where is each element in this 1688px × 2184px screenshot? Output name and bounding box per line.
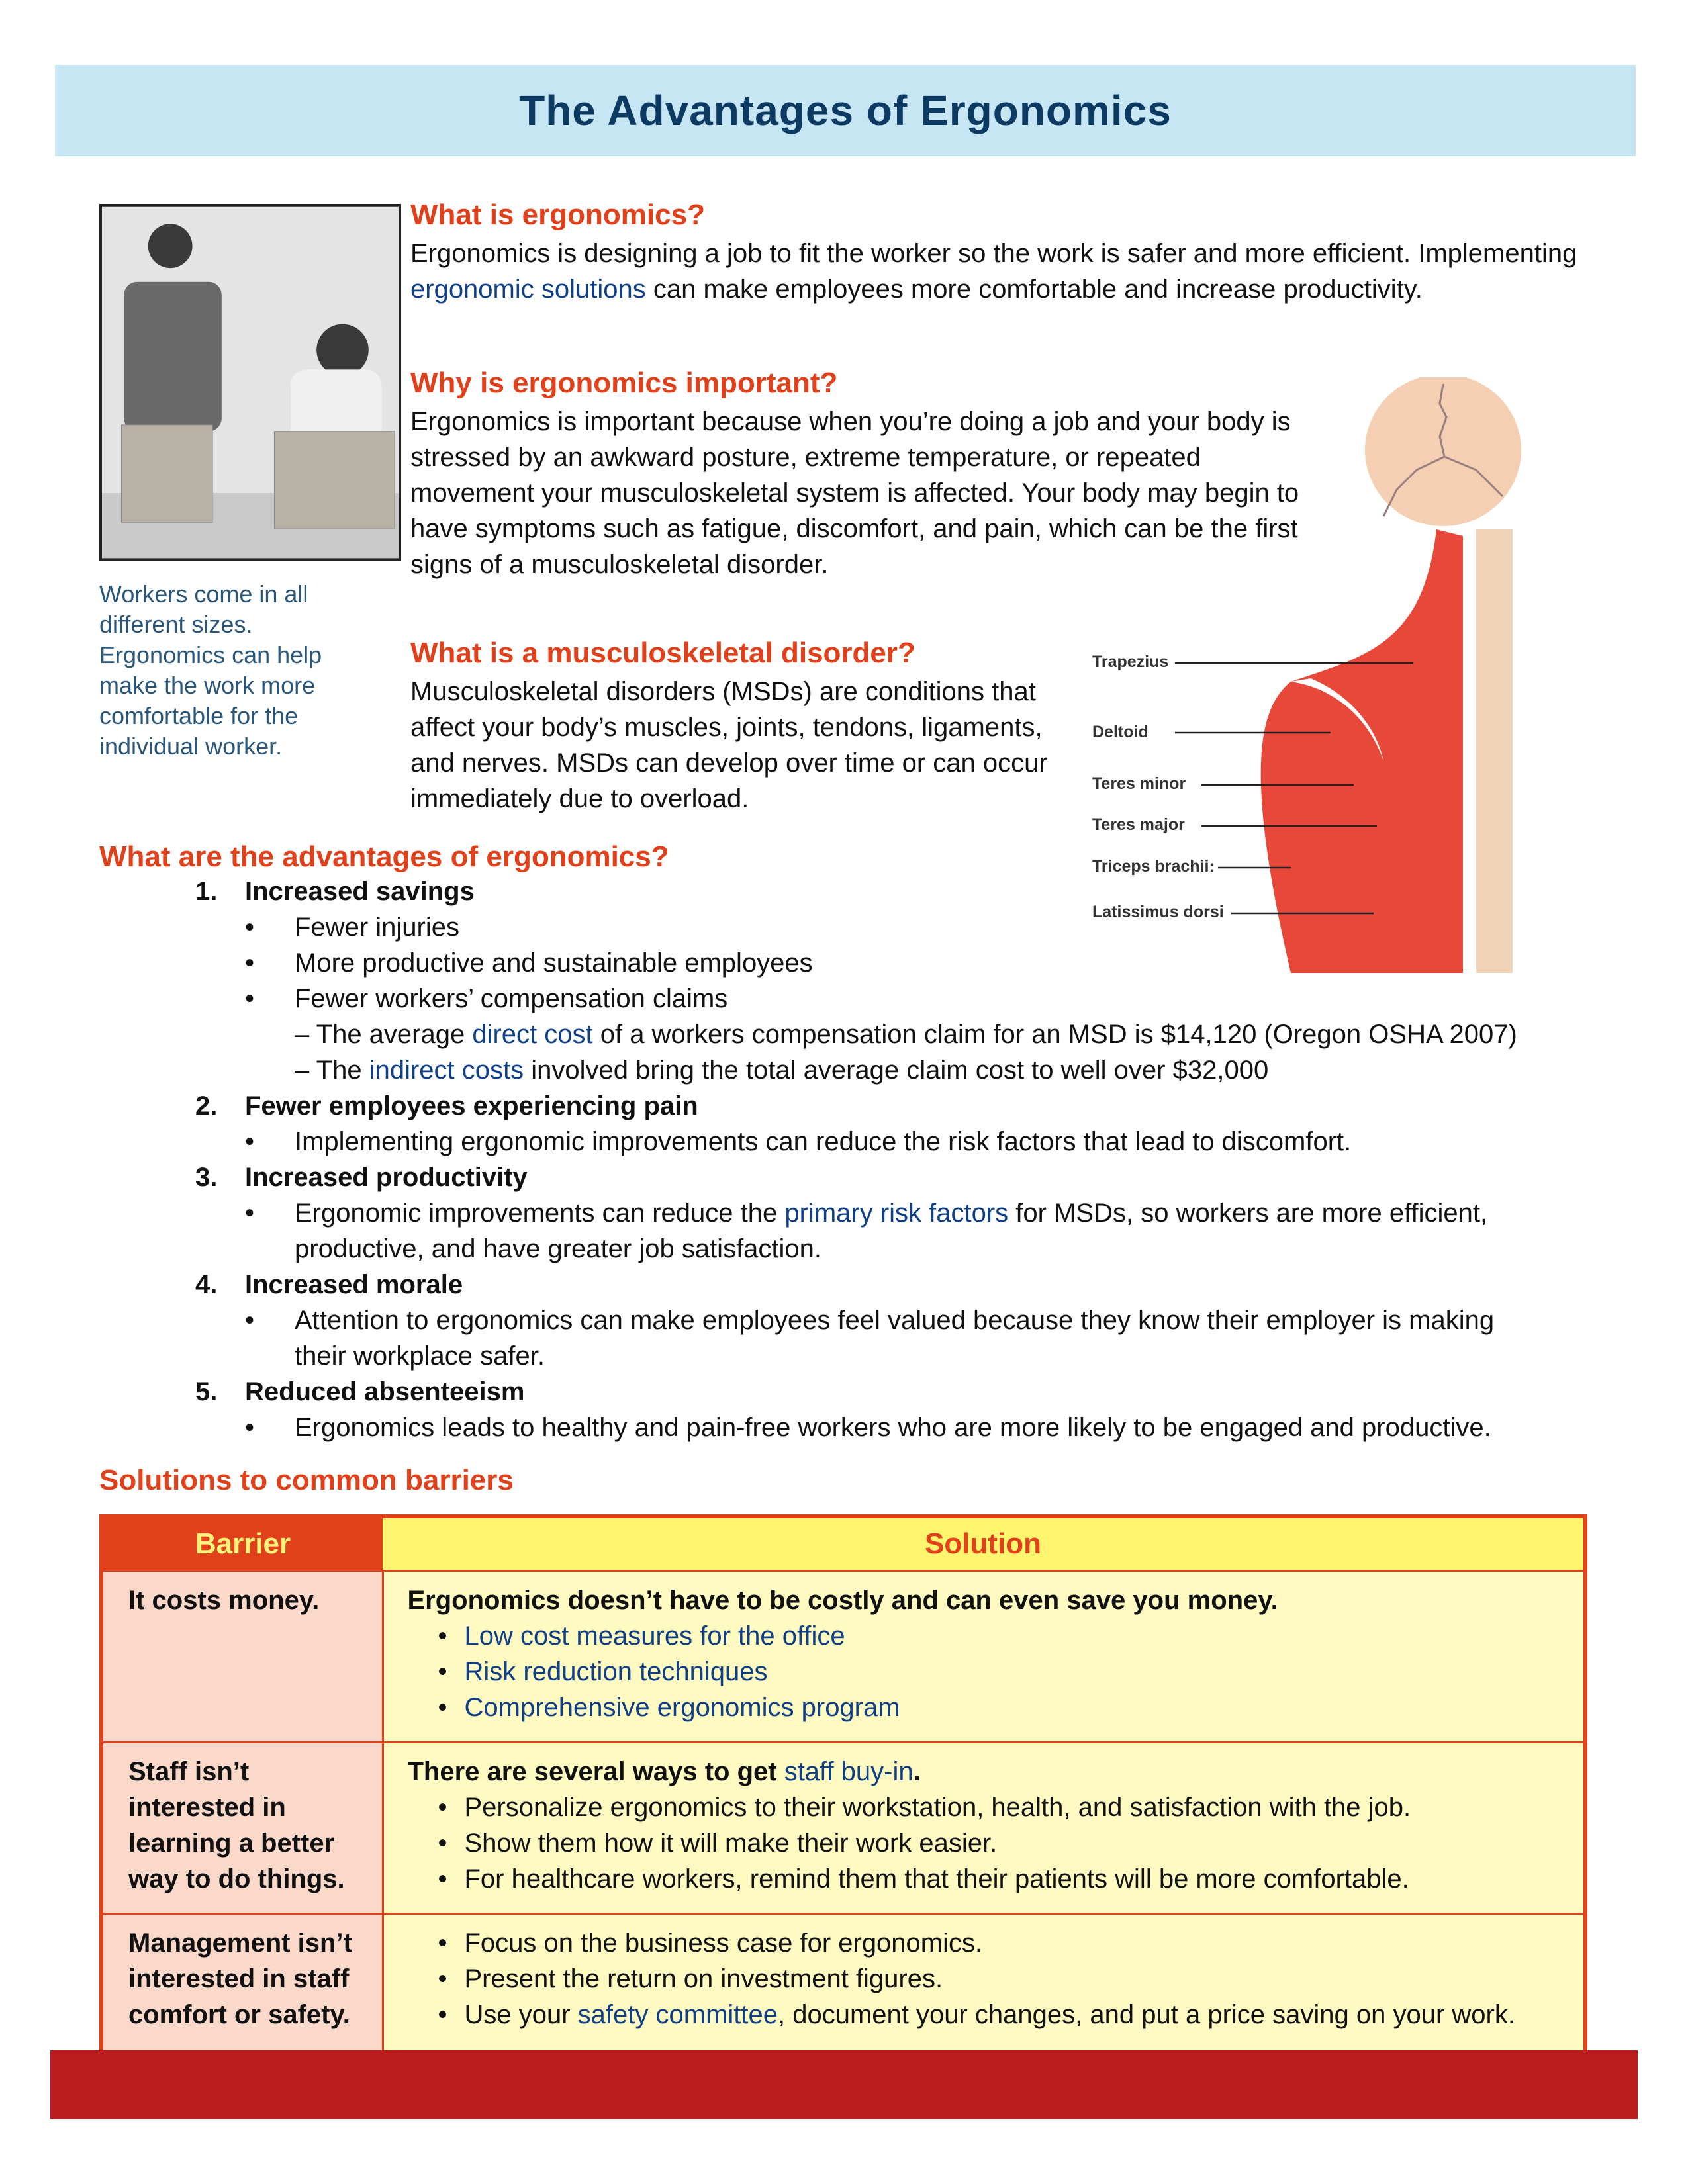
table-header-row — [103, 1518, 1583, 1571]
link-indirect-costs[interactable]: indirect costs — [369, 1056, 524, 1085]
text: – The average — [295, 1020, 473, 1049]
item-number: 5. — [195, 1377, 218, 1406]
title-banner — [55, 65, 1636, 156]
bullet-text: Fewer injuries — [295, 913, 459, 942]
bullet-text: Fewer workers’ compensation claims — [295, 984, 728, 1013]
heading-msd: What is a musculoskeletal disorder? — [410, 637, 915, 669]
text: Ergonomic improvements can reduce the — [295, 1199, 785, 1228]
barrier-cell: It costs money. — [103, 1571, 383, 1743]
text: . — [913, 1757, 921, 1786]
column-header-barrier: Barrier — [103, 1518, 383, 1571]
label-latissimus-dorsi: Latissimus dorsi — [1092, 903, 1224, 921]
link-safety-committee[interactable]: safety committee — [577, 2000, 778, 2029]
table-row — [103, 1571, 1583, 1743]
table-row — [103, 1743, 1583, 1914]
bullet-text: Implementing ergonomic improvements can reduce the risk factors that lead to discomfort. — [295, 1127, 1352, 1156]
list-subpoint — [99, 1052, 1622, 1088]
bullet-icon: • — [438, 1621, 447, 1651]
text: of a workers compensation claim for an MSD is $14,120 (Oregon OSHA 2007) — [592, 1020, 1517, 1049]
item-number: 1. — [195, 877, 218, 906]
bullet-icon: • — [438, 1829, 447, 1858]
solution-lead: Ergonomics doesn’t have to be costly and can even save you money. — [407, 1586, 1278, 1615]
link-risk-reduction[interactable]: Risk reduction techniques — [464, 1657, 768, 1686]
text: , document your changes, and put a price saving on your work. — [778, 2000, 1515, 2029]
solution-bullet — [408, 1618, 1571, 1654]
table-row — [103, 1914, 1583, 2054]
list-bullet — [99, 945, 1622, 981]
bullet-text: Personalize ergonomics to their workstation, health, and satisfaction with the job. — [464, 1793, 1411, 1822]
section-what-is-ergonomics — [410, 199, 1602, 307]
text: Ergonomics is designing a job to fit the worker so the work is safer and more efficient. Implementing — [410, 239, 1577, 268]
solution-bullet — [408, 1654, 1571, 1690]
text: can make employees more comfortable and increase productivity. — [645, 275, 1423, 304]
link-primary-risk-factors[interactable]: primary risk factors — [784, 1199, 1009, 1228]
label-trapezius: Trapezius — [1092, 653, 1169, 671]
workers-photo-image — [102, 206, 399, 559]
workers-photo — [99, 204, 401, 561]
bullet-icon: • — [438, 1864, 447, 1893]
bullet-icon: • — [438, 1657, 447, 1686]
footer-band — [50, 2050, 1638, 2119]
heading-why-important: Why is ergonomics important? — [410, 367, 838, 399]
list-bullet — [99, 1410, 1622, 1445]
text: There are several ways to get — [407, 1757, 784, 1786]
page-title: The Advantages of Ergonomics — [519, 87, 1172, 134]
solution-bullet — [408, 1861, 1571, 1897]
bullet-icon: • — [438, 1964, 447, 1993]
item-title: Increased productivity — [245, 1163, 528, 1192]
advantage-item — [99, 1088, 1622, 1124]
barrier-cell: Management isn’t interested in staff comfort or safety. — [103, 1914, 383, 2054]
solution-lead — [408, 1754, 1571, 1790]
why-important-text: Ergonomics is important because when you’re doing a job and your body is stressed by an awkward posture, extreme temperature, or repeated movement your musculoskeletal system is affected. Your body may begin to have symptoms such as fatigue, discomfort, and pain, which can be the first signs of a musculoskeletal disorder. — [410, 407, 1299, 579]
heading-what-is-ergonomics: What is ergonomics? — [410, 199, 705, 231]
bullet-icon: • — [438, 1693, 447, 1722]
item-title: Increased morale — [245, 1270, 463, 1299]
solution-cell — [383, 1743, 1583, 1914]
item-title: Fewer employees experiencing pain — [245, 1091, 698, 1120]
text: Use your — [464, 2000, 578, 2029]
bullet-icon: • — [438, 1793, 447, 1822]
barriers-table — [99, 1514, 1587, 2058]
list-bullet — [99, 1124, 1622, 1160]
label-deltoid: Deltoid — [1092, 723, 1149, 741]
what-is-ergonomics-text — [410, 236, 1602, 307]
link-direct-cost[interactable]: direct cost — [472, 1020, 593, 1049]
advantage-item — [99, 1374, 1622, 1410]
link-staff-buy-in[interactable]: staff buy-in — [784, 1757, 914, 1786]
bullet-icon: • — [245, 1199, 255, 1228]
bullet-icon: • — [438, 1929, 447, 1958]
bullet-text: More productive and sustainable employees — [295, 948, 813, 978]
solution-bullet — [408, 1925, 1571, 1961]
link-comprehensive-program[interactable]: Comprehensive ergonomics program — [464, 1693, 900, 1722]
photo-caption: Workers come in all different sizes. Ergonomics can help make the work more comfortable for the individual worker. — [99, 580, 322, 760]
label-triceps-brachii: Triceps brachii: — [1092, 857, 1215, 876]
label-teres-minor: Teres minor — [1092, 774, 1186, 793]
bullet-text: Attention to ergonomics can make employees feel valued because they know their employer is making their workplace safer. — [295, 1306, 1495, 1371]
advantage-item — [99, 874, 1622, 909]
bullet-icon: • — [245, 1127, 255, 1156]
section-advantages — [99, 841, 1622, 1445]
advantage-item — [99, 1160, 1622, 1195]
section-msd — [410, 637, 1105, 817]
solution-bullet — [408, 1997, 1571, 2032]
bullet-icon: • — [438, 2000, 447, 2029]
solution-bullet — [408, 1790, 1571, 1825]
bullet-icon: • — [245, 1306, 255, 1335]
bullet-text: Focus on the business case for ergonomics. — [464, 1929, 983, 1958]
list-bullet — [99, 1302, 1532, 1374]
bullet-icon: • — [245, 948, 255, 978]
solution-cell — [383, 1914, 1583, 2054]
list-bullet — [99, 1195, 1532, 1267]
bullet-text: Ergonomics leads to healthy and pain-free workers who are more likely to be engaged and productive. — [295, 1413, 1491, 1442]
list-subpoint — [99, 1017, 1622, 1052]
bullet-icon: • — [245, 1413, 255, 1442]
barrier-cell: Staff isn’t interested in learning a better way to do things. — [103, 1743, 383, 1914]
solution-bullet — [408, 1961, 1571, 1997]
heading-barriers: Solutions to common barriers — [99, 1464, 514, 1496]
solution-bullet — [408, 1690, 1571, 1725]
advantage-item — [99, 1267, 1622, 1302]
item-number: 4. — [195, 1270, 218, 1299]
solution-cell — [383, 1571, 1583, 1743]
bullet-icon: • — [245, 984, 255, 1013]
bullet-text: Present the return on investment figures. — [464, 1964, 943, 1993]
bullet-text: Show them how it will make their work easier. — [464, 1829, 998, 1858]
item-number: 2. — [195, 1091, 218, 1120]
bullet-icon: • — [245, 913, 255, 942]
solution-bullet — [408, 1825, 1571, 1861]
heading-advantages: What are the advantages of ergonomics? — [99, 841, 669, 873]
label-teres-major: Teres major — [1092, 815, 1185, 834]
column-header-solution: Solution — [383, 1518, 1583, 1571]
list-bullet — [99, 909, 1622, 945]
msd-text: Musculoskeletal disorders (MSDs) are conditions that affect your body’s muscles, joints, tendons, ligaments, and nerves. MSDs can develop over time or can occur immediately due to overload. — [410, 677, 1048, 813]
item-title: Reduced absenteeism — [245, 1377, 525, 1406]
text: – The — [295, 1056, 369, 1085]
text: for MSDs, so workers are more efficient, productive, and have greater job satisfaction. — [295, 1199, 1488, 1263]
item-title: Increased savings — [245, 877, 475, 906]
link-low-cost-measures[interactable]: Low cost measures for the office — [464, 1621, 845, 1651]
link-ergonomic-solutions[interactable]: ergonomic solutions — [410, 275, 646, 304]
advantages-list — [99, 874, 1622, 1445]
list-bullet — [99, 981, 1622, 1017]
text: involved bring the total average claim cost to well over $32,000 — [524, 1056, 1269, 1085]
item-number: 3. — [195, 1163, 218, 1192]
bullet-text: For healthcare workers, remind them that their patients will be more comfortable. — [464, 1864, 1409, 1893]
